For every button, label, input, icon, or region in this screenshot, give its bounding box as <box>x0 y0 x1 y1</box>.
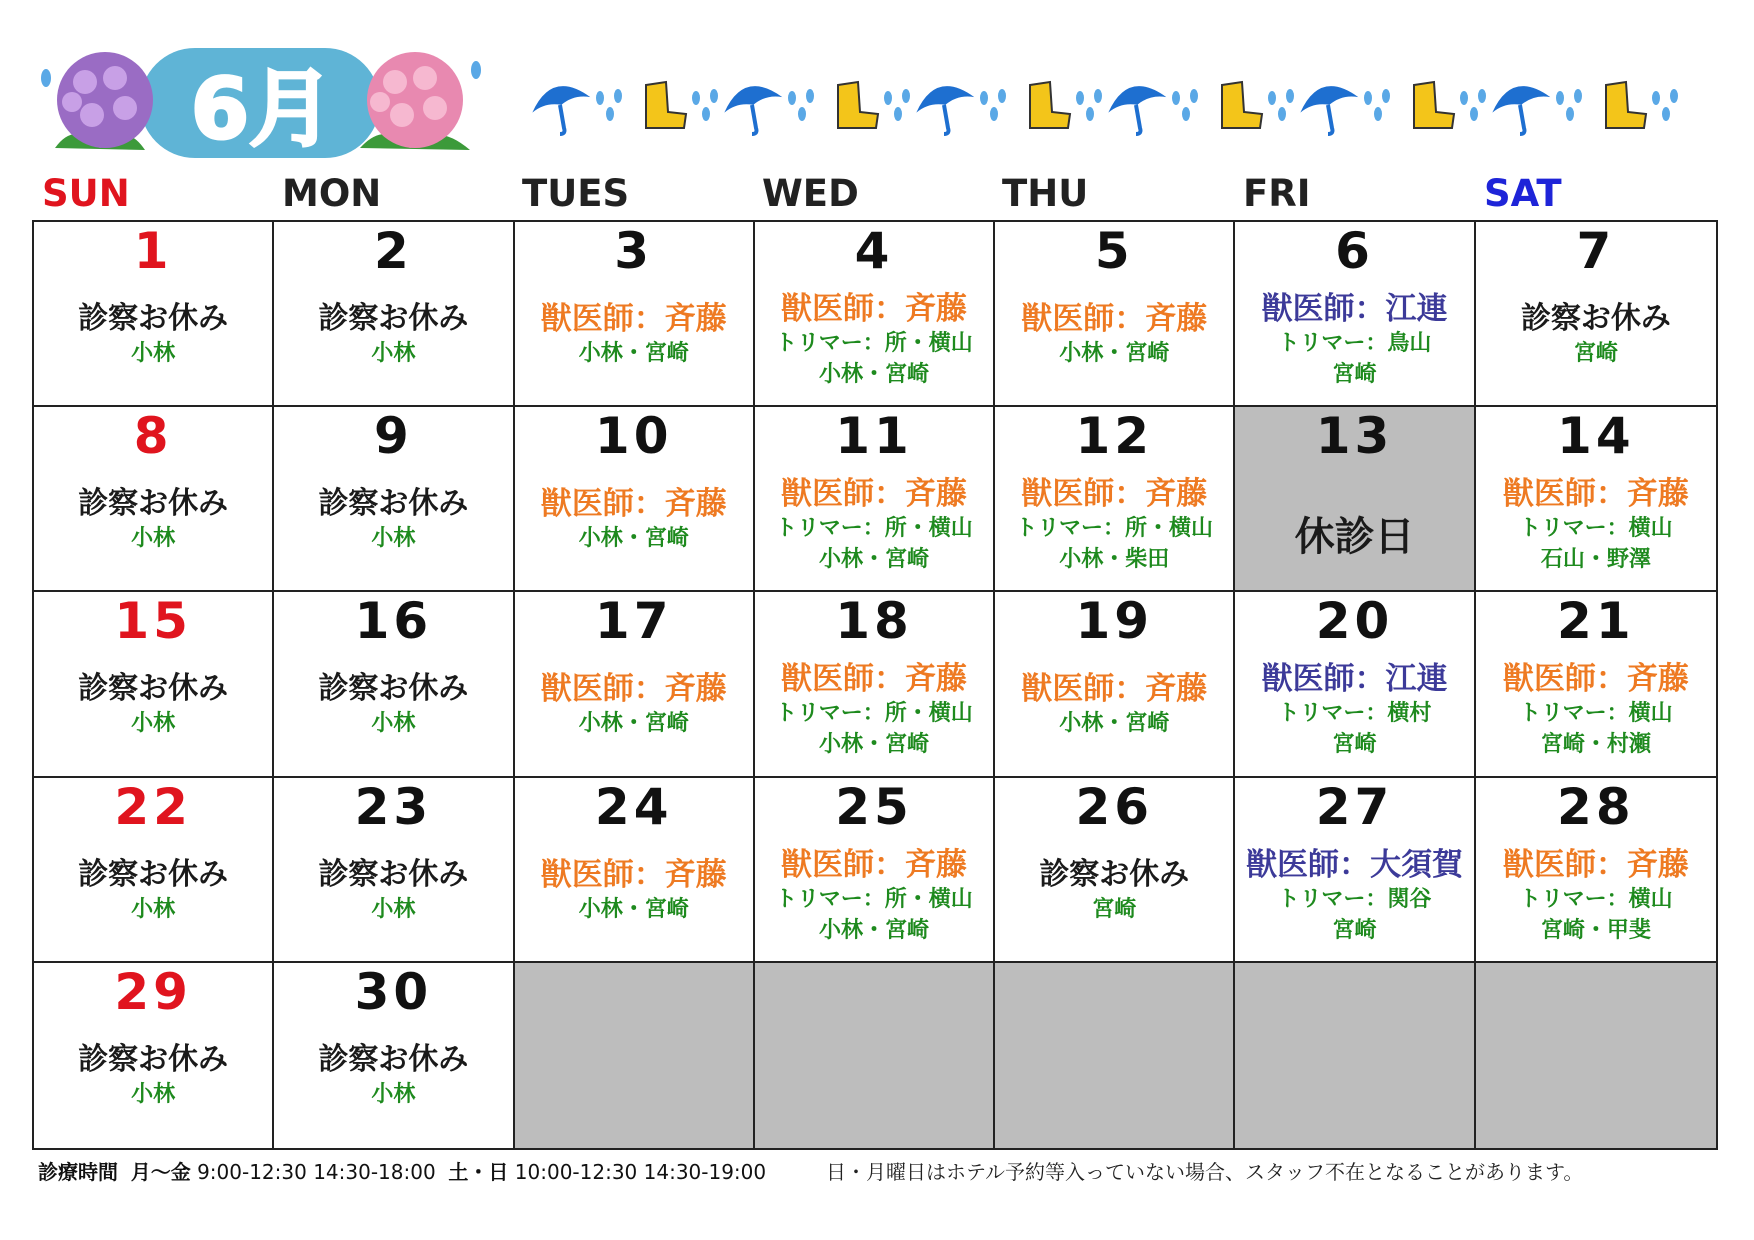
schedule-lines <box>995 300 1233 369</box>
closed-day-label: 休診日 <box>1294 514 1415 561</box>
calendar-day-20 <box>1235 592 1475 777</box>
schedule-lines <box>1476 846 1716 946</box>
weekday-wed: WED <box>762 172 859 215</box>
day-number: 7 <box>1576 222 1616 280</box>
staff-line: 小林・宮崎 <box>578 526 689 552</box>
day-number: 23 <box>354 777 433 836</box>
weekend-label: 土・日 <box>448 1160 509 1184</box>
closed-label: 診察お休み <box>318 486 469 522</box>
calendar-day-19 <box>995 592 1235 777</box>
calendar-day-13 <box>1235 407 1475 592</box>
rain-drop-icon <box>596 89 622 121</box>
month-label: 6月 <box>190 60 334 158</box>
calendar-day-10 <box>515 407 755 592</box>
umbrella-icon <box>528 79 591 134</box>
calendar-day-21 <box>1476 592 1716 777</box>
vet-line: 獣医師：斉藤 <box>540 856 727 893</box>
schedule-lines <box>34 485 272 554</box>
weekday-hours: 9:00-12:30 14:30-18:00 <box>197 1160 436 1184</box>
vet-line: 獣医師：江連 <box>1261 661 1448 698</box>
calendar-day-8 <box>34 407 274 592</box>
day-number: 10 <box>594 407 673 466</box>
schedule-lines <box>1476 300 1716 369</box>
staff-line: 小林・宮崎 <box>1059 711 1170 737</box>
schedule-lines <box>34 670 272 739</box>
staff-line: 石山・野澤 <box>1540 547 1651 573</box>
staff-line: 小林 <box>131 711 176 737</box>
calendar-day-26 <box>995 778 1235 963</box>
calendar-day-6 <box>1235 222 1475 407</box>
staff-line: 小林 <box>131 526 176 552</box>
trimmer-line: トリマー：横山 <box>1519 701 1673 727</box>
staff-line: 宮崎 <box>1332 732 1377 758</box>
calendar-empty-cell <box>1476 963 1716 1148</box>
day-number: 6 <box>1335 222 1374 280</box>
vet-line: 獣医師：斉藤 <box>780 661 967 698</box>
trimmer-line: トリマー：横山 <box>1519 886 1673 912</box>
schedule-lines <box>755 846 993 946</box>
schedule-lines <box>755 290 993 390</box>
weekday-thu: THU <box>1002 172 1089 215</box>
day-number: 18 <box>835 592 913 651</box>
day-number: 12 <box>1075 407 1154 466</box>
schedule-lines <box>274 300 512 369</box>
staff-line: 小林 <box>371 896 416 922</box>
rain-drop-icon <box>1268 89 1294 121</box>
day-number: 11 <box>835 407 913 466</box>
schedule-lines <box>274 485 512 554</box>
vet-line: 獣医師：斉藤 <box>1502 476 1689 513</box>
staff-note: 日・月曜日はホテル予約等入っていない場合、スタッフ不在となることがあります。 <box>826 1160 1584 1184</box>
calendar-day-15 <box>34 592 274 777</box>
day-number: 24 <box>594 777 673 836</box>
staff-line: 宮崎・甲斐 <box>1540 917 1651 943</box>
staff-line: 宮崎 <box>1573 341 1618 366</box>
calendar-day-24 <box>515 778 755 963</box>
day-number: 20 <box>1315 592 1394 651</box>
day-number: 3 <box>614 222 654 280</box>
hours-label: 診療時間 <box>38 1160 118 1184</box>
calendar-day-28 <box>1476 778 1716 963</box>
rain-drop-icon <box>1364 89 1390 121</box>
closed-label: 診察お休み <box>318 301 469 336</box>
calendar-day-2 <box>274 222 514 407</box>
clinic-hours <box>38 1156 766 1185</box>
calendar-day-3 <box>515 222 755 407</box>
staff-line: 小林・柴田 <box>1059 547 1170 573</box>
day-number: 1 <box>133 222 173 280</box>
rain-drop-icon <box>788 89 814 121</box>
staff-line: 小林・宮崎 <box>818 732 929 758</box>
schedule-lines <box>1235 290 1473 390</box>
weekday-mon: MON <box>282 172 382 215</box>
trimmer-line: トリマー：関谷 <box>1277 886 1432 912</box>
closed-label: 診察お休み <box>318 671 469 707</box>
rain-drop-icon <box>1460 89 1486 121</box>
calendar-empty-cell <box>995 963 1235 1148</box>
schedule-lines <box>515 485 753 554</box>
closed-label: 診察お休み <box>318 856 469 892</box>
rain-drop-icon <box>1556 89 1582 121</box>
schedule-lines <box>755 475 993 575</box>
calendar-day-29 <box>34 963 274 1148</box>
day-number: 29 <box>114 962 192 1021</box>
staff-line: 小林 <box>131 896 176 922</box>
umbrella-icon <box>1488 79 1551 134</box>
calendar-day-25 <box>755 778 995 963</box>
trimmer-line: トリマー：鳥山 <box>1277 331 1432 356</box>
vet-line: 獣医師：斉藤 <box>1502 846 1689 883</box>
schedule-lines <box>1476 475 1716 575</box>
weekday-sat: SAT <box>1484 172 1562 215</box>
schedule-lines <box>34 1041 272 1110</box>
rain-boot-icon <box>838 82 878 128</box>
day-number: 16 <box>354 592 433 651</box>
trimmer-line: トリマー：所・横山 <box>775 701 973 727</box>
day-number: 21 <box>1557 592 1635 651</box>
day-number: 26 <box>1075 777 1154 836</box>
schedule-lines <box>274 670 512 739</box>
trimmer-line: トリマー：横山 <box>1519 516 1673 542</box>
staff-line: 小林 <box>371 341 416 366</box>
staff-line: 小林 <box>131 341 176 366</box>
staff-line: 小林・宮崎 <box>578 341 689 366</box>
day-number: 30 <box>354 962 433 1021</box>
calendar-empty-cell <box>515 963 755 1148</box>
day-number: 27 <box>1315 777 1394 836</box>
hydrangea-pink-icon <box>360 52 470 150</box>
trimmer-line: トリマー：横村 <box>1277 701 1432 727</box>
staff-line: 小林 <box>131 1081 176 1107</box>
schedule-lines <box>34 856 272 925</box>
vet-line: 獣医師：斉藤 <box>1502 661 1689 698</box>
schedule-lines <box>995 856 1233 925</box>
vet-line: 獣医師：斉藤 <box>540 671 727 708</box>
day-number: 14 <box>1557 407 1635 466</box>
staff-line: 小林・宮崎 <box>578 711 689 737</box>
closed-label: 診察お休み <box>318 1041 469 1077</box>
calendar-day-23 <box>274 778 514 963</box>
rain-drop-icon <box>692 89 718 121</box>
schedule-lines <box>515 670 753 739</box>
schedule-lines <box>1235 660 1473 760</box>
weekday-fri: FRI <box>1243 172 1311 215</box>
calendar-day-30 <box>274 963 514 1148</box>
staff-line: 宮崎・村瀬 <box>1540 732 1651 758</box>
umbrella-icon <box>720 79 783 134</box>
day-number: 13 <box>1315 407 1394 466</box>
schedule-lines <box>515 300 753 369</box>
calendar-day-7 <box>1476 222 1716 407</box>
vet-line: 獣医師：江連 <box>1261 291 1448 327</box>
vet-line: 獣医師：斉藤 <box>780 846 967 883</box>
header-illustration <box>0 0 1754 175</box>
calendar-day-17 <box>515 592 755 777</box>
schedule-lines <box>755 660 993 760</box>
staff-line: 小林・宮崎 <box>818 362 929 387</box>
schedule-lines <box>34 300 272 369</box>
staff-line: 宮崎 <box>1332 917 1377 943</box>
day-number: 2 <box>374 222 413 280</box>
rain-drop-icon <box>980 89 1006 121</box>
day-number: 22 <box>114 777 192 836</box>
staff-line: 小林・宮崎 <box>1059 341 1170 366</box>
closed-label: 診察お休み <box>1520 301 1671 336</box>
weekday-label: 月～金 <box>130 1160 191 1184</box>
closed-label: 診察お休み <box>78 1041 229 1077</box>
staff-line: 小林 <box>371 526 416 552</box>
hydrangea-purple-icon <box>55 52 153 150</box>
calendar-day-18 <box>755 592 995 777</box>
schedule-lines <box>274 856 512 925</box>
rain-boot-icon <box>646 82 686 128</box>
umbrella-icon <box>912 79 975 134</box>
rain-boot-icon <box>1222 82 1262 128</box>
closed-label: 診察お休み <box>78 301 229 336</box>
calendar-day-11 <box>755 407 995 592</box>
day-number: 17 <box>594 592 673 651</box>
trimmer-line: トリマー：所・横山 <box>775 886 973 912</box>
calendar-day-4 <box>755 222 995 407</box>
staff-line: 小林・宮崎 <box>818 547 929 573</box>
vet-line: 獣医師：斉藤 <box>1021 476 1208 513</box>
closed-label: 診察お休み <box>78 856 229 892</box>
rain-drop-icon <box>1172 89 1198 121</box>
staff-line: 小林 <box>371 1081 416 1107</box>
day-number: 8 <box>133 407 173 466</box>
staff-line: 宮崎 <box>1092 896 1137 922</box>
calendar-day-1 <box>34 222 274 407</box>
vet-line: 獣医師：斉藤 <box>540 486 727 523</box>
closed-label: 診察お休み <box>1039 856 1190 892</box>
day-number: 4 <box>854 222 894 280</box>
rain-boot-icon <box>1606 82 1646 128</box>
trimmer-line: トリマー：所・横山 <box>775 516 973 542</box>
calendar-empty-cell <box>1235 963 1475 1148</box>
weekday-tue: TUES <box>522 172 630 215</box>
day-number: 25 <box>835 777 913 836</box>
staff-line: 小林 <box>371 711 416 737</box>
staff-line: 小林・宮崎 <box>818 917 929 943</box>
calendar-day-9 <box>274 407 514 592</box>
calendar-day-22 <box>34 778 274 963</box>
calendar-empty-cell <box>755 963 995 1148</box>
vet-line: 獣医師：斉藤 <box>780 476 967 513</box>
weekend-hours: 10:00-12:30 14:30-19:00 <box>514 1160 767 1184</box>
umbrella-icon <box>1104 79 1167 134</box>
day-number: 19 <box>1075 592 1154 651</box>
calendar-day-5 <box>995 222 1235 407</box>
calendar-day-14 <box>1476 407 1716 592</box>
calendar-day-12 <box>995 407 1235 592</box>
day-number: 28 <box>1557 777 1635 836</box>
vet-line: 獣医師：斉藤 <box>780 291 967 327</box>
vet-line: 獣医師：斉藤 <box>540 301 727 337</box>
schedule-lines <box>515 856 753 925</box>
staff-line: 小林・宮崎 <box>578 896 689 922</box>
day-number: 9 <box>374 407 413 466</box>
schedule-lines <box>274 1041 512 1110</box>
day-number: 5 <box>1094 222 1134 280</box>
closed-label: 診察お休み <box>78 486 229 522</box>
umbrella-icon <box>1296 79 1359 134</box>
calendar-day-16 <box>274 592 514 777</box>
rain-band-decoration <box>528 79 1678 134</box>
calendar-day-27 <box>1235 778 1475 963</box>
rain-drop-icon <box>1652 89 1678 121</box>
trimmer-line: トリマー：所・横山 <box>1015 516 1214 542</box>
rain-drop-icon <box>1076 89 1102 121</box>
weekday-sun: SUN <box>42 172 130 215</box>
schedule-lines <box>1476 660 1716 760</box>
staff-line: 宮崎 <box>1332 362 1377 387</box>
calendar-grid <box>32 220 1718 1150</box>
schedule-lines <box>1235 846 1473 946</box>
rain-drop-icon <box>884 89 910 121</box>
vet-line: 獣医師：斉藤 <box>1021 301 1208 337</box>
trimmer-line: トリマー：所・横山 <box>775 331 973 356</box>
rain-boot-icon <box>1414 82 1454 128</box>
closed-label: 診察お休み <box>78 671 229 707</box>
schedule-lines <box>995 475 1233 575</box>
vet-line: 獣医師：大須賀 <box>1246 846 1464 883</box>
vet-line: 獣医師：斉藤 <box>1021 671 1208 708</box>
day-number: 15 <box>114 592 192 651</box>
schedule-lines <box>995 670 1233 739</box>
rain-boot-icon <box>1030 82 1070 128</box>
